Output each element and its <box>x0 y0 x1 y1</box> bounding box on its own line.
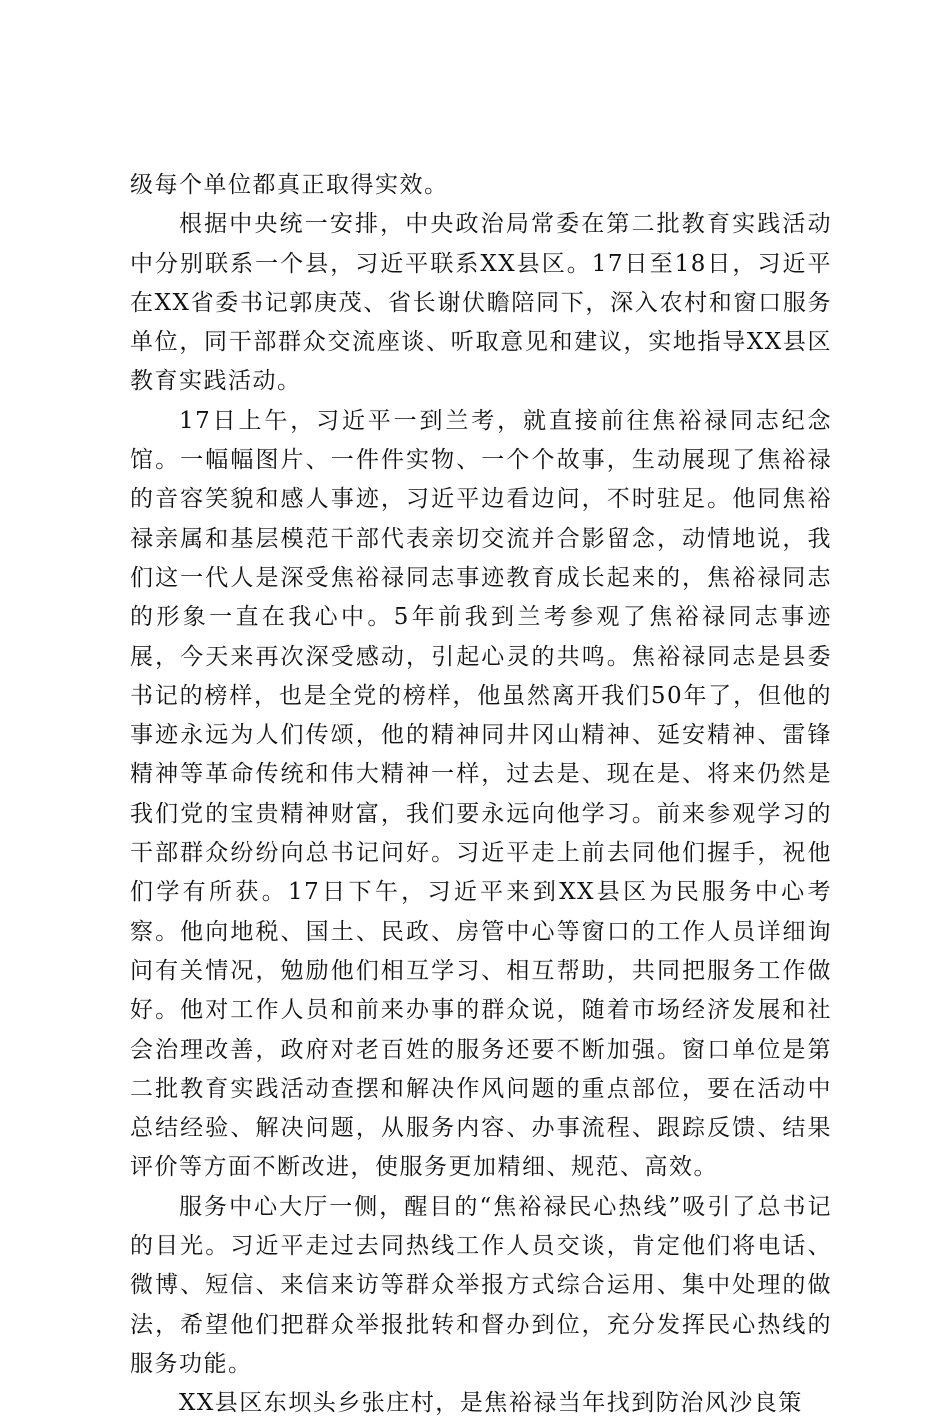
body-text <box>130 166 832 1424</box>
paragraph-2: 根据中央统一安排，中央政治局常委在第二批教育实践活动中分别联系一个县，习近平联系XX县区。17日至18日，习近平在XX省委书记郭庚茂、省长谢伏瞻陪同下，深入农村和窗口服务单位，同干部群众交流座谈、听取意见和建议，实地指导XX县区教育实践活动。 <box>130 211 832 395</box>
paragraph-1: 级每个单位都真正取得实效。 <box>130 172 449 198</box>
paragraph-4: 服务中心大厅一侧，醒目的“焦裕禄民心热线”吸引了总书记的目光。习近平走过去同热线工作人员交谈，肯定他们将电话、微博、短信、来信来访等群众举报方式综合运用、集中处理的做法，希望他们把群众举报批转和督办到位，充分发挥民心热线的服务功能。 <box>130 1193 832 1377</box>
paragraph-3: 17日上午，习近平一到兰考，就直接前往焦裕禄同志纪念馆。一幅幅图片、一件件实物、一个个故事，生动展现了焦裕禄的音容笑貌和感人事迹，习近平边看边问，不时驻足。他同焦裕禄亲属和基层模范干部代表亲切交流并合影留念，动情地说，我们这一代人是深受焦裕禄同志事迹教育成长起来的，焦裕禄同志的形象一直在我心中。5年前我到兰考参观了焦裕禄同志事迹展，今天来再次深受感动，引起心灵的共鸣。焦裕禄同志是县委书记的榜样，也是全党的榜样，他虽然离开我们50年了，但他的事迹永远为人们传颂，他的精神同井冈山精神、延安精神、雷锋精神等革命传统和伟大精神一样，过去是、现在是、将来仍然是我们党的宝贵精神财富，我们要永远向他学习。前来参观学习的干部群众纷纷向总书记问好。习近平走上前去同他们握手，祝他们学有所获。17日下午，习近平来到XX县区为民服务中心考察。他向地税、国土、民政、房管中心等窗口的工作人员详细询问有关情况，勉励他们相互学习、相互帮助，共同把服务工作做好。他对工作人员和前来办事的群众说，随着市场经济发展和社会治理改善，政府对老百姓的服务还要不断加强。窗口单位是第二批教育实践活动查摆和解决作风问题的重点部位，要在活动中总结经验、解决问题，从服务内容、办事流程、跟踪反馈、结果评价等方面不断改进，使服务更加精细、规范、高效。 <box>130 407 832 1181</box>
paragraph-5: XX县区东坝头乡张庄村，是焦裕禄当年找到防治风沙良策 <box>179 1390 803 1417</box>
